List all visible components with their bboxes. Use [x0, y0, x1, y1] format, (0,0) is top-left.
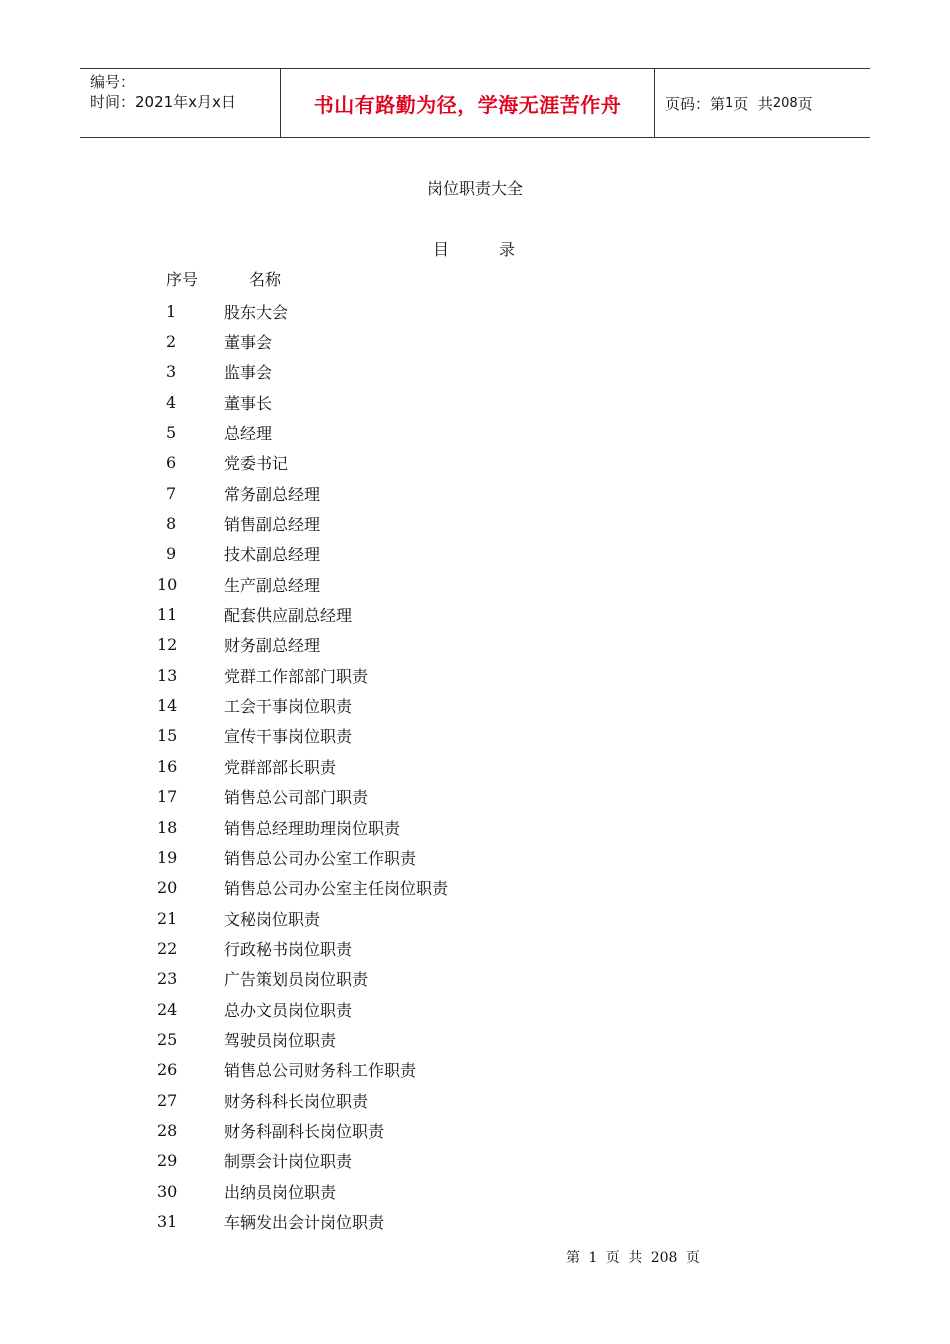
toc-heading: [433, 237, 515, 260]
toc-row-title: 制票会计岗位职责: [224, 1152, 353, 1172]
toc-row-number: 7: [166, 483, 177, 503]
toc-row-number: 12: [157, 635, 178, 655]
toc-row: [150, 903, 650, 933]
toc-list: [150, 296, 650, 1237]
toc-row: [150, 448, 650, 478]
toc-row-title: 监事会: [224, 363, 273, 383]
toc-row-title: 文秘岗位职责: [224, 909, 321, 929]
toc-row: [150, 964, 650, 994]
toc-row-title: 总办文员岗位职责: [224, 1000, 353, 1020]
page-header: [80, 68, 870, 138]
toc-row: [150, 326, 650, 356]
toc-row-number: 11: [157, 605, 178, 625]
toc-row-title: 销售副总经理: [224, 515, 321, 535]
toc-row: [150, 994, 650, 1024]
toc-row: [150, 933, 650, 963]
toc-row-title: 财务副总经理: [224, 636, 321, 656]
toc-row: [150, 751, 650, 781]
toc-row: [150, 417, 650, 447]
toc-row-title: 党委书记: [224, 454, 289, 474]
toc-row-number: 17: [157, 787, 178, 807]
document-title: 岗位职责大全: [426, 179, 523, 198]
toc-row-title: 股东大会: [224, 302, 289, 322]
toc-row-number: 23: [157, 969, 178, 989]
time-label: 时间：2021年x月x日: [90, 93, 236, 111]
toc-row-title: 董事会: [224, 333, 273, 353]
toc-row: [150, 721, 650, 751]
toc-row: [150, 508, 650, 538]
code-label: 编号：: [90, 73, 136, 91]
toc-row: [150, 387, 650, 417]
toc-row-number: 25: [157, 1029, 178, 1049]
toc-row-number: 30: [157, 1181, 178, 1201]
toc-heading-left: 目: [433, 240, 450, 259]
toc-row-title: 财务科副科长岗位职责: [224, 1121, 385, 1141]
toc-row: [150, 1176, 650, 1206]
toc-row-number: 22: [157, 938, 178, 958]
header-motto: 书山有路勤为径，学海无涯苦作舟: [281, 69, 655, 137]
page-footer: 第 1 页 共 208 页: [566, 1250, 700, 1266]
toc-row-number: 15: [157, 726, 178, 746]
header-meta: [80, 69, 281, 137]
toc-row-title: 驾驶员岗位职责: [224, 1030, 337, 1050]
toc-row-number: 6: [166, 453, 177, 473]
toc-row-title: 董事长: [224, 393, 273, 413]
toc-row-number: 2: [166, 332, 177, 352]
toc-row-number: 5: [166, 423, 177, 443]
toc-row-number: 21: [157, 908, 178, 928]
toc-row-number: 26: [157, 1060, 178, 1080]
toc-row-number: 28: [157, 1120, 178, 1140]
toc-row-title: 技术副总经理: [224, 545, 321, 565]
toc-row-number: 31: [157, 1211, 178, 1231]
toc-row: [150, 296, 650, 326]
toc-row: [150, 690, 650, 720]
toc-row-number: 3: [166, 362, 177, 382]
toc-row: [150, 1085, 650, 1115]
toc-row-title: 宣传干事岗位职责: [224, 727, 353, 747]
toc-row: [150, 873, 650, 903]
column-header-number: 序号: [166, 270, 199, 289]
toc-row: [150, 660, 650, 690]
page-suffix: 页: [797, 94, 813, 113]
toc-row-number: 20: [157, 878, 178, 898]
toc-row-title: 配套供应副总经理: [224, 606, 353, 626]
toc-row-title: 党群工作部部门职责: [224, 666, 369, 686]
toc-row: [150, 1206, 650, 1236]
toc-row-title: 生产副总经理: [224, 575, 321, 595]
toc-row-title: 党群部部长职责: [224, 757, 337, 777]
toc-row-number: 13: [157, 665, 178, 685]
toc-row-number: 1: [166, 301, 177, 321]
toc-row-number: 16: [157, 756, 178, 776]
toc-row-number: 19: [157, 847, 178, 867]
toc-row: [150, 478, 650, 508]
toc-row: [150, 569, 650, 599]
toc-row-title: 财务科科长岗位职责: [224, 1091, 369, 1111]
column-header-name: 名称: [249, 270, 282, 289]
toc-row-number: 8: [166, 514, 177, 534]
toc-row-number: 10: [157, 574, 178, 594]
page-prefix: 页码：第: [665, 94, 726, 113]
toc-row-title: 车辆发出会计岗位职责: [224, 1212, 385, 1232]
page-total: 208: [772, 95, 798, 111]
toc-row-number: 29: [157, 1151, 178, 1171]
toc-row-number: 4: [166, 392, 177, 412]
page-current: 1: [725, 95, 734, 111]
toc-row: [150, 1146, 650, 1176]
toc-row-number: 9: [166, 544, 177, 564]
toc-row-title: 广告策划员岗位职责: [224, 970, 369, 990]
toc-row: [150, 1055, 650, 1085]
toc-row-title: 销售总公司办公室工作职责: [224, 848, 417, 868]
toc-row-number: 27: [157, 1090, 178, 1110]
toc-row-title: 销售总经理助理岗位职责: [224, 818, 401, 838]
toc-row: [150, 357, 650, 387]
toc-row: [150, 812, 650, 842]
toc-row-number: 24: [157, 999, 178, 1019]
toc-row: [150, 599, 650, 629]
toc-row-title: 常务副总经理: [224, 484, 321, 504]
toc-row-title: 出纳员岗位职责: [224, 1182, 337, 1202]
toc-row: [150, 1115, 650, 1145]
toc-heading-right: 录: [499, 240, 516, 259]
toc-row-title: 总经理: [224, 424, 273, 444]
toc-row-title: 销售总公司财务科工作职责: [224, 1061, 417, 1081]
page-mid: 页 共: [733, 94, 773, 113]
toc-row-number: 14: [157, 696, 178, 716]
toc-row-title: 行政秘书岗位职责: [224, 939, 353, 959]
toc-row: [150, 539, 650, 569]
toc-row-title: 销售总公司办公室主任岗位职责: [224, 879, 449, 899]
toc-row: [150, 630, 650, 660]
toc-row-title: 销售总公司部门职责: [224, 788, 369, 808]
header-page-info: [655, 69, 870, 137]
toc-row: [150, 842, 650, 872]
toc-row: [150, 1024, 650, 1054]
toc-row: [150, 782, 650, 812]
toc-row-number: 18: [157, 817, 178, 837]
toc-row-title: 工会干事岗位职责: [224, 697, 353, 717]
